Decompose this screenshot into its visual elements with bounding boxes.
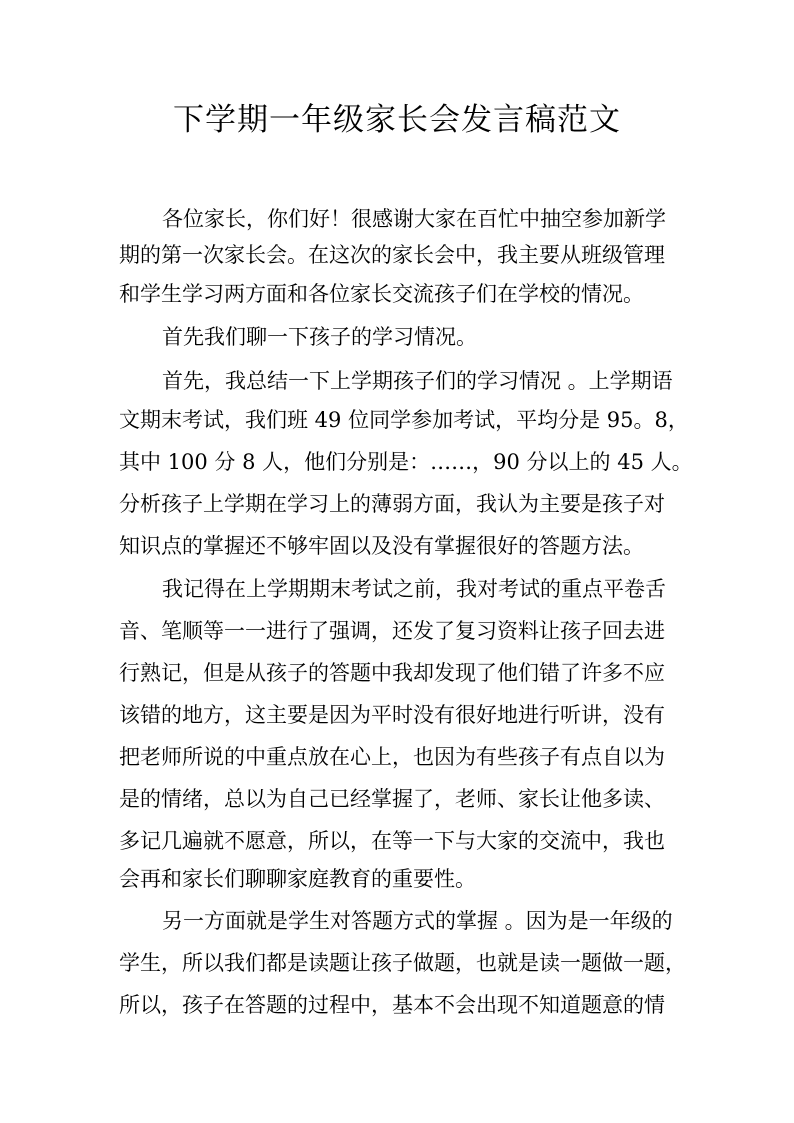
paragraph-line: 行熟记，但是从孩子的答题中我却发现了他们错了许多不应 [119,661,665,685]
paragraph-line: 音、笔顺等一一进行了强调，还发了复习资料让孩子回去进 [119,619,665,643]
paragraph-line: 各位家长，你们好！很感谢大家在百忙中抽空参加新学 [162,207,666,231]
paragraph-line: 另一方面就是学生对答题方式的掌握 。因为是一年级的 [162,909,673,933]
paragraph-line: 把老师所说的中重点放在心上，也因为有些孩子有点自以为 [119,745,665,769]
paragraph-line: 该错的地方，这主要是因为平时没有很好地进行听讲，没有 [119,703,665,727]
paragraph-line: 是的情绪，总以为自己已经掌握了，老师、家长让他多读、 [119,787,665,811]
paragraph-line: 多记几遍就不愿意，所以，在等一下与大家的交流中，我也 [119,829,665,853]
paragraph-line: 分析孩子上学期在学习上的薄弱方面，我认为主要是孩子对 [119,492,665,516]
paragraph-line: 首先我们聊一下孩子的学习情况。 [162,325,477,349]
paragraph-line: 知识点的掌握还不够牢固以及没有掌握很好的答题方法。 [119,534,644,558]
document-title: 下学期一年级家长会发言稿范文 [173,102,621,138]
paragraph-line: 我记得在上学期期末考试之前，我对考试的重点平卷舌 [162,577,666,601]
paragraph-line: 期的第一次家长会。在这次的家长会中，我主要从班级管理 [119,243,665,267]
paragraph-line: 文期末考试，我们班 49 位同学参加考试，平均分是 95。8， [119,408,689,432]
paragraph-line: 和学生学习两方面和各位家长交流孩子们在学校的情况。 [119,282,644,306]
paragraph-line: 首先，我总结一下上学期孩子们的学习情况 。上学期语 [162,369,673,393]
paragraph-line: 所以，孩子在答题的过程中，基本不会出现不知道题意的情 [119,993,665,1017]
paragraph-line: 会再和家长们聊聊家庭教育的重要性。 [119,867,476,891]
paragraph-line: 其中 100 分 8 人，他们分别是：……，90 分以上的 45 人。 [119,450,693,474]
paragraph-line: 学生，所以我们都是读题让孩子做题，也就是读一题做一题， [119,951,686,975]
